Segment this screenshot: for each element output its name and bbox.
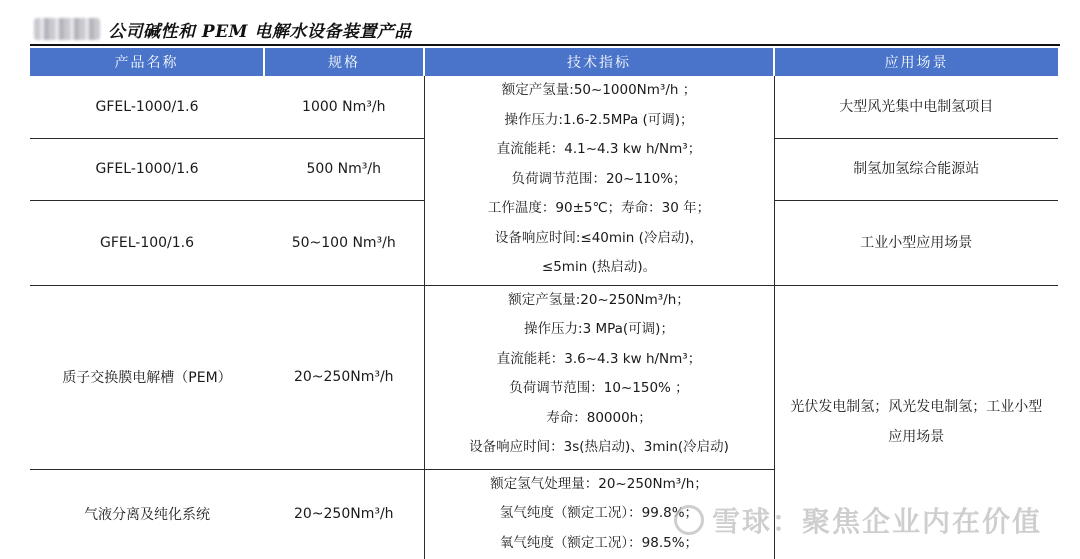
- title-row: [34, 14, 1064, 44]
- product-name-cell: 质子交换膜电解槽（PEM）: [62, 370, 232, 386]
- spec-line: 设备响应时间：3s(热启动)、3min(冷启动): [469, 439, 729, 455]
- spec-line: 工作温度：90±5℃；寿命：30 年；: [487, 200, 711, 216]
- spec-cell: 20~250Nm³/h: [293, 369, 394, 385]
- page-title: 公司碱性和 PEM 电解水设备装置产品: [108, 21, 412, 42]
- header-spec: 规格: [264, 48, 424, 76]
- product-name-cell: GFEL-100/1.6: [99, 234, 195, 251]
- header-tech-indicators: 技术指标: [424, 48, 774, 76]
- header-product-name: 产品名称: [30, 48, 264, 76]
- application-cell: 大型风光集中电制氢项目: [839, 98, 994, 115]
- application-cell: 工业小型应用场景: [860, 234, 973, 251]
- spec-cell: 20~250Nm³/h: [293, 506, 394, 523]
- table-row: [30, 285, 1058, 469]
- application-cell: 光伏发电制氢；风光发电制氢；工业小型应用场景: [774, 285, 1058, 559]
- alkaline-tech-specs: [424, 76, 774, 285]
- spec-line: 设备响应时间:≤40min (冷启动)，: [494, 229, 704, 246]
- spec-line: ≤5min (热启动)。: [541, 259, 657, 275]
- spec-line: 寿命：80000h；: [546, 409, 652, 426]
- blurred-logo: [34, 18, 100, 40]
- watermark: [674, 500, 1042, 540]
- spec-line: 负荷调节范围：20~110%；: [511, 170, 687, 187]
- watermark-text: 雪球：聚焦企业内在价值: [712, 505, 1043, 538]
- spec-line: 操作压力:3 MPa(可调)；: [524, 321, 674, 337]
- table-header-row: [30, 48, 1058, 76]
- spec-cell: 1000 Nm³/h: [302, 98, 386, 115]
- product-name-cell: GFEL-1000/1.6: [95, 161, 199, 177]
- product-table: [30, 48, 1058, 559]
- spec-line: 操作压力:1.6-2.5MPa (可调)；: [504, 111, 694, 128]
- table-row: [30, 76, 1058, 138]
- spec-line: 额定产氢量:20~250Nm³/h；: [508, 291, 690, 308]
- title-underline: [30, 44, 1060, 46]
- spec-line: 额定产氢量:50~1000Nm³/h ；: [501, 82, 697, 98]
- spec-line: 直流能耗：3.6~4.3 kw h/Nm³；: [496, 350, 702, 367]
- spec-cell: 50~100 Nm³/h: [291, 234, 396, 251]
- application-cell: 制氢加氢综合能源站: [853, 161, 980, 177]
- snowball-logo-icon: [674, 505, 704, 535]
- spec-cell: 500 Nm³/h: [306, 161, 381, 177]
- product-name-cell: GFEL-1000/1.6: [95, 98, 199, 115]
- pem-tech-specs: [424, 285, 774, 469]
- spec-line: 负荷调节范围：10~150% ；: [509, 380, 689, 396]
- spec-line: 直流能耗：4.1~4.3 kw h/Nm³；: [496, 141, 702, 157]
- product-name-cell: 气液分离及纯化系统: [84, 507, 210, 524]
- spec-line: 氧气纯度（额定工况）：98.5%；: [499, 534, 699, 551]
- spec-line: 氢气纯度（额定工况）：99.8%；: [499, 505, 699, 521]
- spec-line: 额定氢气处理量：20~250Nm³/h；: [490, 475, 708, 492]
- header-application: 应用场景: [774, 48, 1058, 76]
